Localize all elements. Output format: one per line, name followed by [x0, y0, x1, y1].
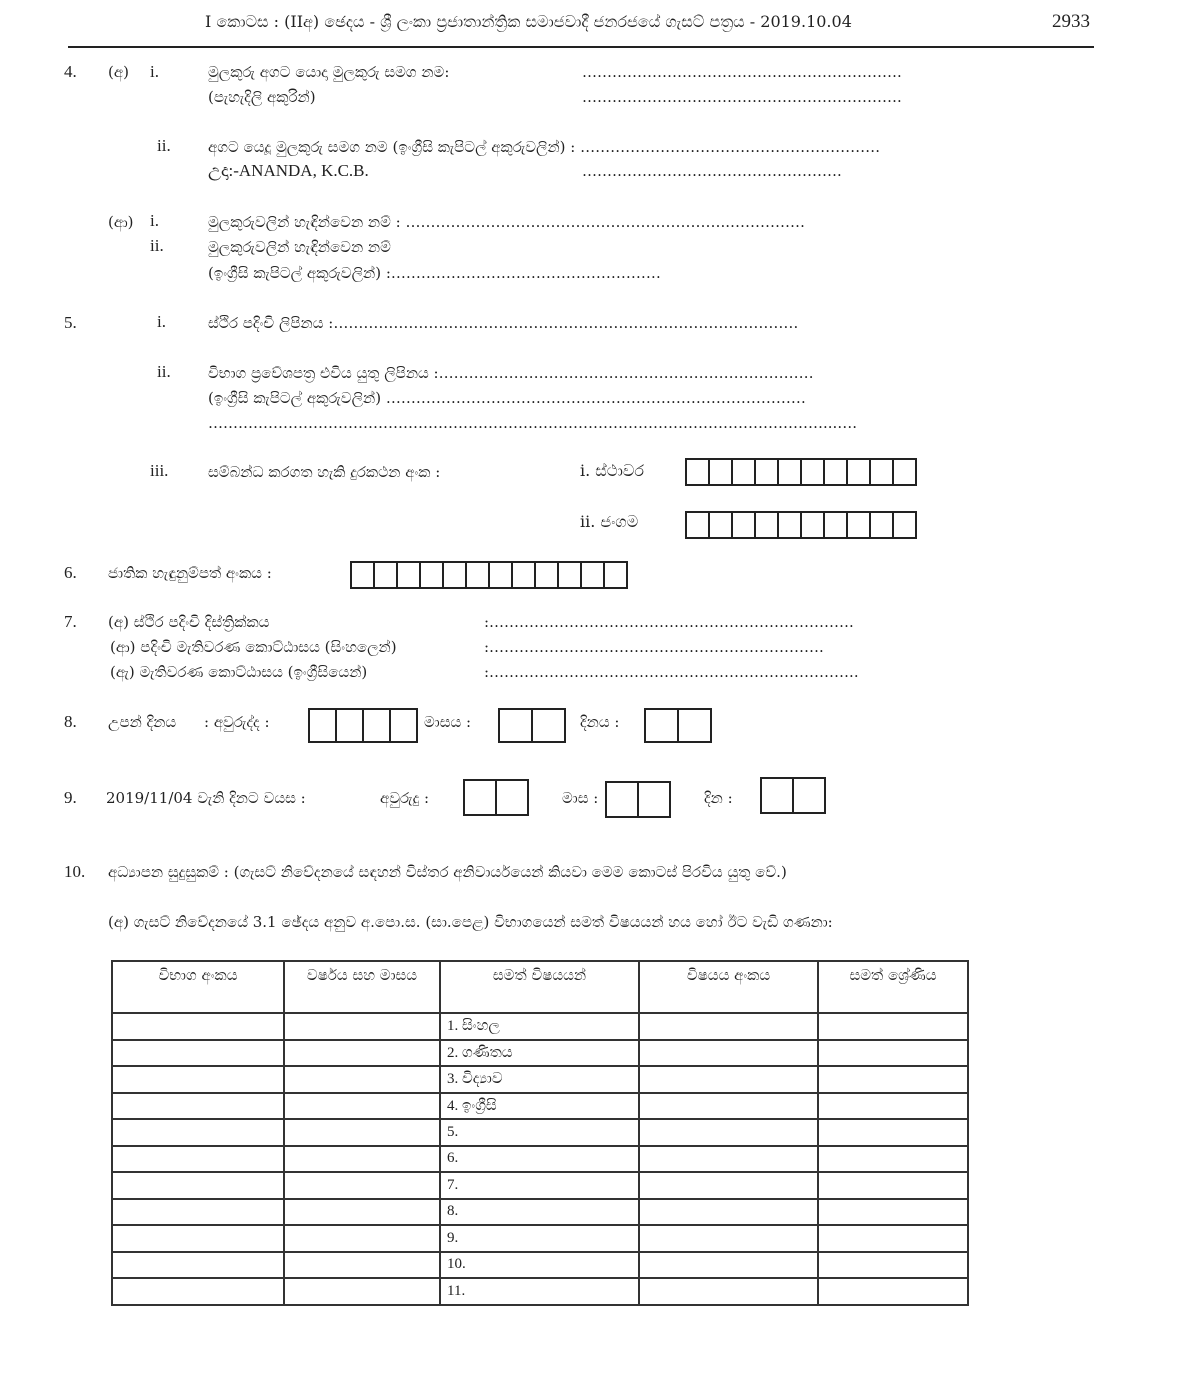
s8-year-label: : අවුරුද්ද : [204, 713, 270, 731]
cell-grade[interactable] [818, 1040, 968, 1067]
cell-grade[interactable] [818, 1146, 968, 1173]
table-row [112, 1066, 968, 1093]
cell-grade[interactable] [818, 1199, 968, 1226]
s4-aa-marker: (ආ) [108, 213, 134, 231]
cell-exam-number[interactable] [112, 1146, 284, 1173]
cell-year-month[interactable] [284, 1013, 440, 1040]
s5-number: 5. [64, 313, 77, 332]
s8-year-boxes[interactable] [308, 708, 418, 743]
cell-grade[interactable] [818, 1172, 968, 1199]
s10-label: අධ්‍යාපන සුදුසුකම් : (ගැසට් නිවේදනයේ සඳහන් විස්තර අනිවාර්යයෙන් කියවා මෙම කොටස් පිරවිය යුතු වේ.) [108, 863, 787, 881]
s5-iii-marker: iii. [150, 461, 169, 480]
s5-mobile-label: ii. ජංගම [580, 512, 639, 531]
s4-i-marker: i. [150, 62, 159, 81]
gazette-header-title: I කොටස : (IIඅ) ඡෙදය - ශ්‍රී ලංකා ප්‍රජාතාන්ත්‍රික සමාජවාදී ජනරජයේ ගැසට් පත්‍රය - 2019.10.04 [205, 12, 852, 31]
s7-b-fill-line[interactable]: :…………………………………………………………. [484, 638, 824, 656]
cell-subject-number[interactable] [639, 1146, 818, 1173]
cell-subject-number[interactable] [639, 1093, 818, 1120]
cell-grade[interactable] [818, 1225, 968, 1252]
ol-results-table [111, 960, 969, 1306]
cell-subject: 3. විද්‍යාව [440, 1066, 639, 1093]
s6-nic-boxes[interactable] [350, 561, 628, 589]
table-row [112, 1013, 968, 1040]
cell-subject-number[interactable] [639, 1066, 818, 1093]
s4-ii-example: උදා:-ANANDA, K.C.B. [208, 161, 369, 180]
s8-day-label: දිනය : [580, 713, 620, 731]
cell-year-month[interactable] [284, 1146, 440, 1173]
cell-subject-number[interactable] [639, 1172, 818, 1199]
cell-subject-number[interactable] [639, 1252, 818, 1279]
cell-subject: 4. ඉංග්‍රීසි [440, 1093, 639, 1120]
s5-mobile-phone-boxes[interactable] [685, 511, 917, 539]
cell-subject-number[interactable] [639, 1013, 818, 1040]
col-exam-number: විභාග අංකය [112, 961, 284, 1013]
s4-aa-ii-sub[interactable]: (ඉංග්‍රීසි කැපිටල් අකුරුවලින්) :……………………………………………… [208, 264, 661, 282]
cell-exam-number[interactable] [112, 1013, 284, 1040]
s7-b-label: (ආ) පදිංචි මැතිවරණ කොට්ඨාසය (සිංහලෙන්) [110, 638, 397, 656]
s5-iii-label: සම්බන්ධ කරගත හැකි දුරකථන අංක : [208, 463, 441, 481]
table-row [112, 1093, 968, 1120]
cell-subject: 1. සිංහල [440, 1013, 639, 1040]
s8-month-label: මාසය : [424, 713, 472, 731]
s10-number: 10. [64, 862, 86, 881]
cell-subject-number[interactable] [639, 1199, 818, 1226]
header-rule [68, 46, 1094, 48]
col-subject-number: විෂයය අංකය [639, 961, 818, 1013]
s5-ii-label[interactable]: විභාග ප්‍රවේශපත්‍ර එවිය යුතු ලිපිනය :………………………………………………………………… [208, 364, 814, 382]
s4-i-sub: (පැහැදිලි අකුරින්) [208, 88, 316, 106]
cell-year-month[interactable] [284, 1066, 440, 1093]
cell-subject[interactable]: 10. [440, 1252, 639, 1279]
cell-subject[interactable]: 5. [440, 1119, 639, 1146]
s9-days-label: දින : [704, 789, 733, 807]
cell-year-month[interactable] [284, 1040, 440, 1067]
s8-label: උපන් දිනය [108, 713, 177, 731]
cell-grade[interactable] [818, 1252, 968, 1279]
s4-aa-ii-label: මුලකුරුවලින් හැඳින්වෙන නම් [208, 238, 391, 256]
cell-exam-number[interactable] [112, 1225, 284, 1252]
col-year-month: වර්ෂය සහ මාසය [284, 961, 440, 1013]
s4-aa-ii-marker: ii. [150, 236, 164, 255]
cell-grade[interactable] [818, 1119, 968, 1146]
s6-label: ජාතික හැඳුනුම්පත් අංකය : [108, 564, 272, 582]
s8-day-boxes[interactable] [644, 708, 712, 743]
table-row [112, 1252, 968, 1279]
s4-a-marker: (අ) [108, 63, 129, 81]
cell-subject[interactable]: 7. [440, 1172, 639, 1199]
col-passed-subjects: සමත් විෂයයන් [440, 961, 639, 1013]
cell-exam-number[interactable] [112, 1066, 284, 1093]
s6-number: 6. [64, 563, 77, 582]
cell-exam-number[interactable] [112, 1040, 284, 1067]
cell-subject[interactable]: 6. [440, 1146, 639, 1173]
cell-subject-number[interactable] [639, 1040, 818, 1067]
s5-ii-marker: ii. [157, 362, 171, 381]
cell-grade[interactable] [818, 1093, 968, 1120]
cell-subject-number[interactable] [639, 1225, 818, 1252]
s9-years-boxes[interactable] [463, 779, 529, 816]
s5-ii-sub[interactable]: (ඉංග්‍රීසි කැපිටල් අකුරුවලින්) ………………………………………………………………………… [208, 389, 806, 407]
cell-grade[interactable] [818, 1066, 968, 1093]
cell-year-month[interactable] [284, 1172, 440, 1199]
s8-number: 8. [64, 712, 77, 731]
cell-exam-number[interactable] [112, 1119, 284, 1146]
s8-month-boxes[interactable] [498, 708, 566, 743]
cell-exam-number[interactable] [112, 1278, 284, 1305]
s9-days-boxes[interactable] [760, 777, 826, 814]
s4-ii-marker: ii. [157, 136, 171, 155]
s7-c-label: (ඇ) මැතිවරණ කොට්ඨාසය (ඉංග්‍රීසියෙන්) [110, 663, 368, 681]
cell-subject[interactable]: 11. [440, 1278, 639, 1305]
s7-a-fill-line[interactable]: :………………………………………………………………. [484, 613, 854, 631]
table-row [112, 1199, 968, 1226]
s4-i-label: මුලකුරු අගට යොදා මුලකුරු සමග නම: [208, 63, 450, 81]
cell-year-month[interactable] [284, 1119, 440, 1146]
cell-year-month[interactable] [284, 1199, 440, 1226]
cell-year-month[interactable] [284, 1225, 440, 1252]
cell-year-month[interactable] [284, 1093, 440, 1120]
table-row [112, 1172, 968, 1199]
s5-fixed-label: i. ස්ථාවර [580, 461, 645, 480]
page-number: 2933 [1052, 11, 1090, 32]
table-row [112, 1119, 968, 1146]
s4-i-fill-line-2[interactable]: ………………………………………………………. [582, 88, 902, 106]
s4-aa-i-label[interactable]: මුලකුරුවලින් හැඳින්වෙන නම් : ………………………………………………………..…………… [208, 213, 805, 231]
s5-i-marker: i. [157, 312, 166, 331]
s9-label: 2019/11/04 වැනි දිනට වයස : [106, 789, 306, 807]
table-row [112, 1278, 968, 1305]
cell-exam-number[interactable] [112, 1252, 284, 1279]
cell-subject-number[interactable] [639, 1119, 818, 1146]
s7-number: 7. [64, 612, 77, 631]
cell-exam-number[interactable] [112, 1093, 284, 1120]
table-row [112, 1040, 968, 1067]
cell-year-month[interactable] [284, 1252, 440, 1279]
cell-subject: 2. ගණිතය [440, 1040, 639, 1067]
s4-ii-fill-line[interactable]: ……………………………………………. [582, 162, 842, 180]
s9-months-boxes[interactable] [605, 781, 671, 818]
s4-number: 4. [64, 62, 77, 81]
s5-i-label[interactable]: ස්ථිර පදිංචි ලිපිනය :………………………………………………………………………………… [208, 314, 799, 332]
s9-months-label: මාස : [562, 789, 599, 807]
cell-grade[interactable] [818, 1013, 968, 1040]
cell-subject[interactable]: 9. [440, 1225, 639, 1252]
cell-grade[interactable] [818, 1278, 968, 1305]
cell-exam-number[interactable] [112, 1172, 284, 1199]
cell-year-month[interactable] [284, 1278, 440, 1305]
s4-aa-i-marker: i. [150, 211, 159, 230]
col-grade: සමත් ශ්‍රේණිය [818, 961, 968, 1013]
table-row [112, 1146, 968, 1173]
s5-ii-fill-line[interactable]: ……………………………………………………………………………………………………………...…. [208, 414, 858, 432]
cell-exam-number[interactable] [112, 1199, 284, 1226]
table-row [112, 1225, 968, 1252]
s7-a-label: (අ) ස්ථිර පදිංචි දිස්ත්‍රික්කය [108, 613, 270, 631]
s7-c-fill-line[interactable]: :……………………………………………………………….. [484, 663, 859, 681]
s4-i-fill-line-1[interactable]: ………………………………………………………. [582, 63, 902, 81]
table-header-row [112, 961, 968, 1013]
s5-fixed-phone-boxes[interactable] [685, 458, 917, 486]
s9-number: 9. [64, 788, 77, 807]
cell-subject[interactable]: 8. [440, 1199, 639, 1226]
s10-a-label: (අ) ගැසට් නිවේදනයේ 3.1 ඡේදය අනුව අ.පො.ස. (සා.පෙළ) විභාගයෙන් සමත් විෂයයන් හය හෝ ඊට වැඩි ගණනා: [108, 913, 833, 931]
cell-subject-number[interactable] [639, 1278, 818, 1305]
s4-ii-label[interactable]: අගට යෙදූ මුලකුරු සමග නම (ඉංග්‍රීසි කැපිටල් අකුරුවලින්) : …………………………………………………… [208, 138, 881, 156]
s9-years-label: අවුරුදු : [380, 789, 430, 807]
